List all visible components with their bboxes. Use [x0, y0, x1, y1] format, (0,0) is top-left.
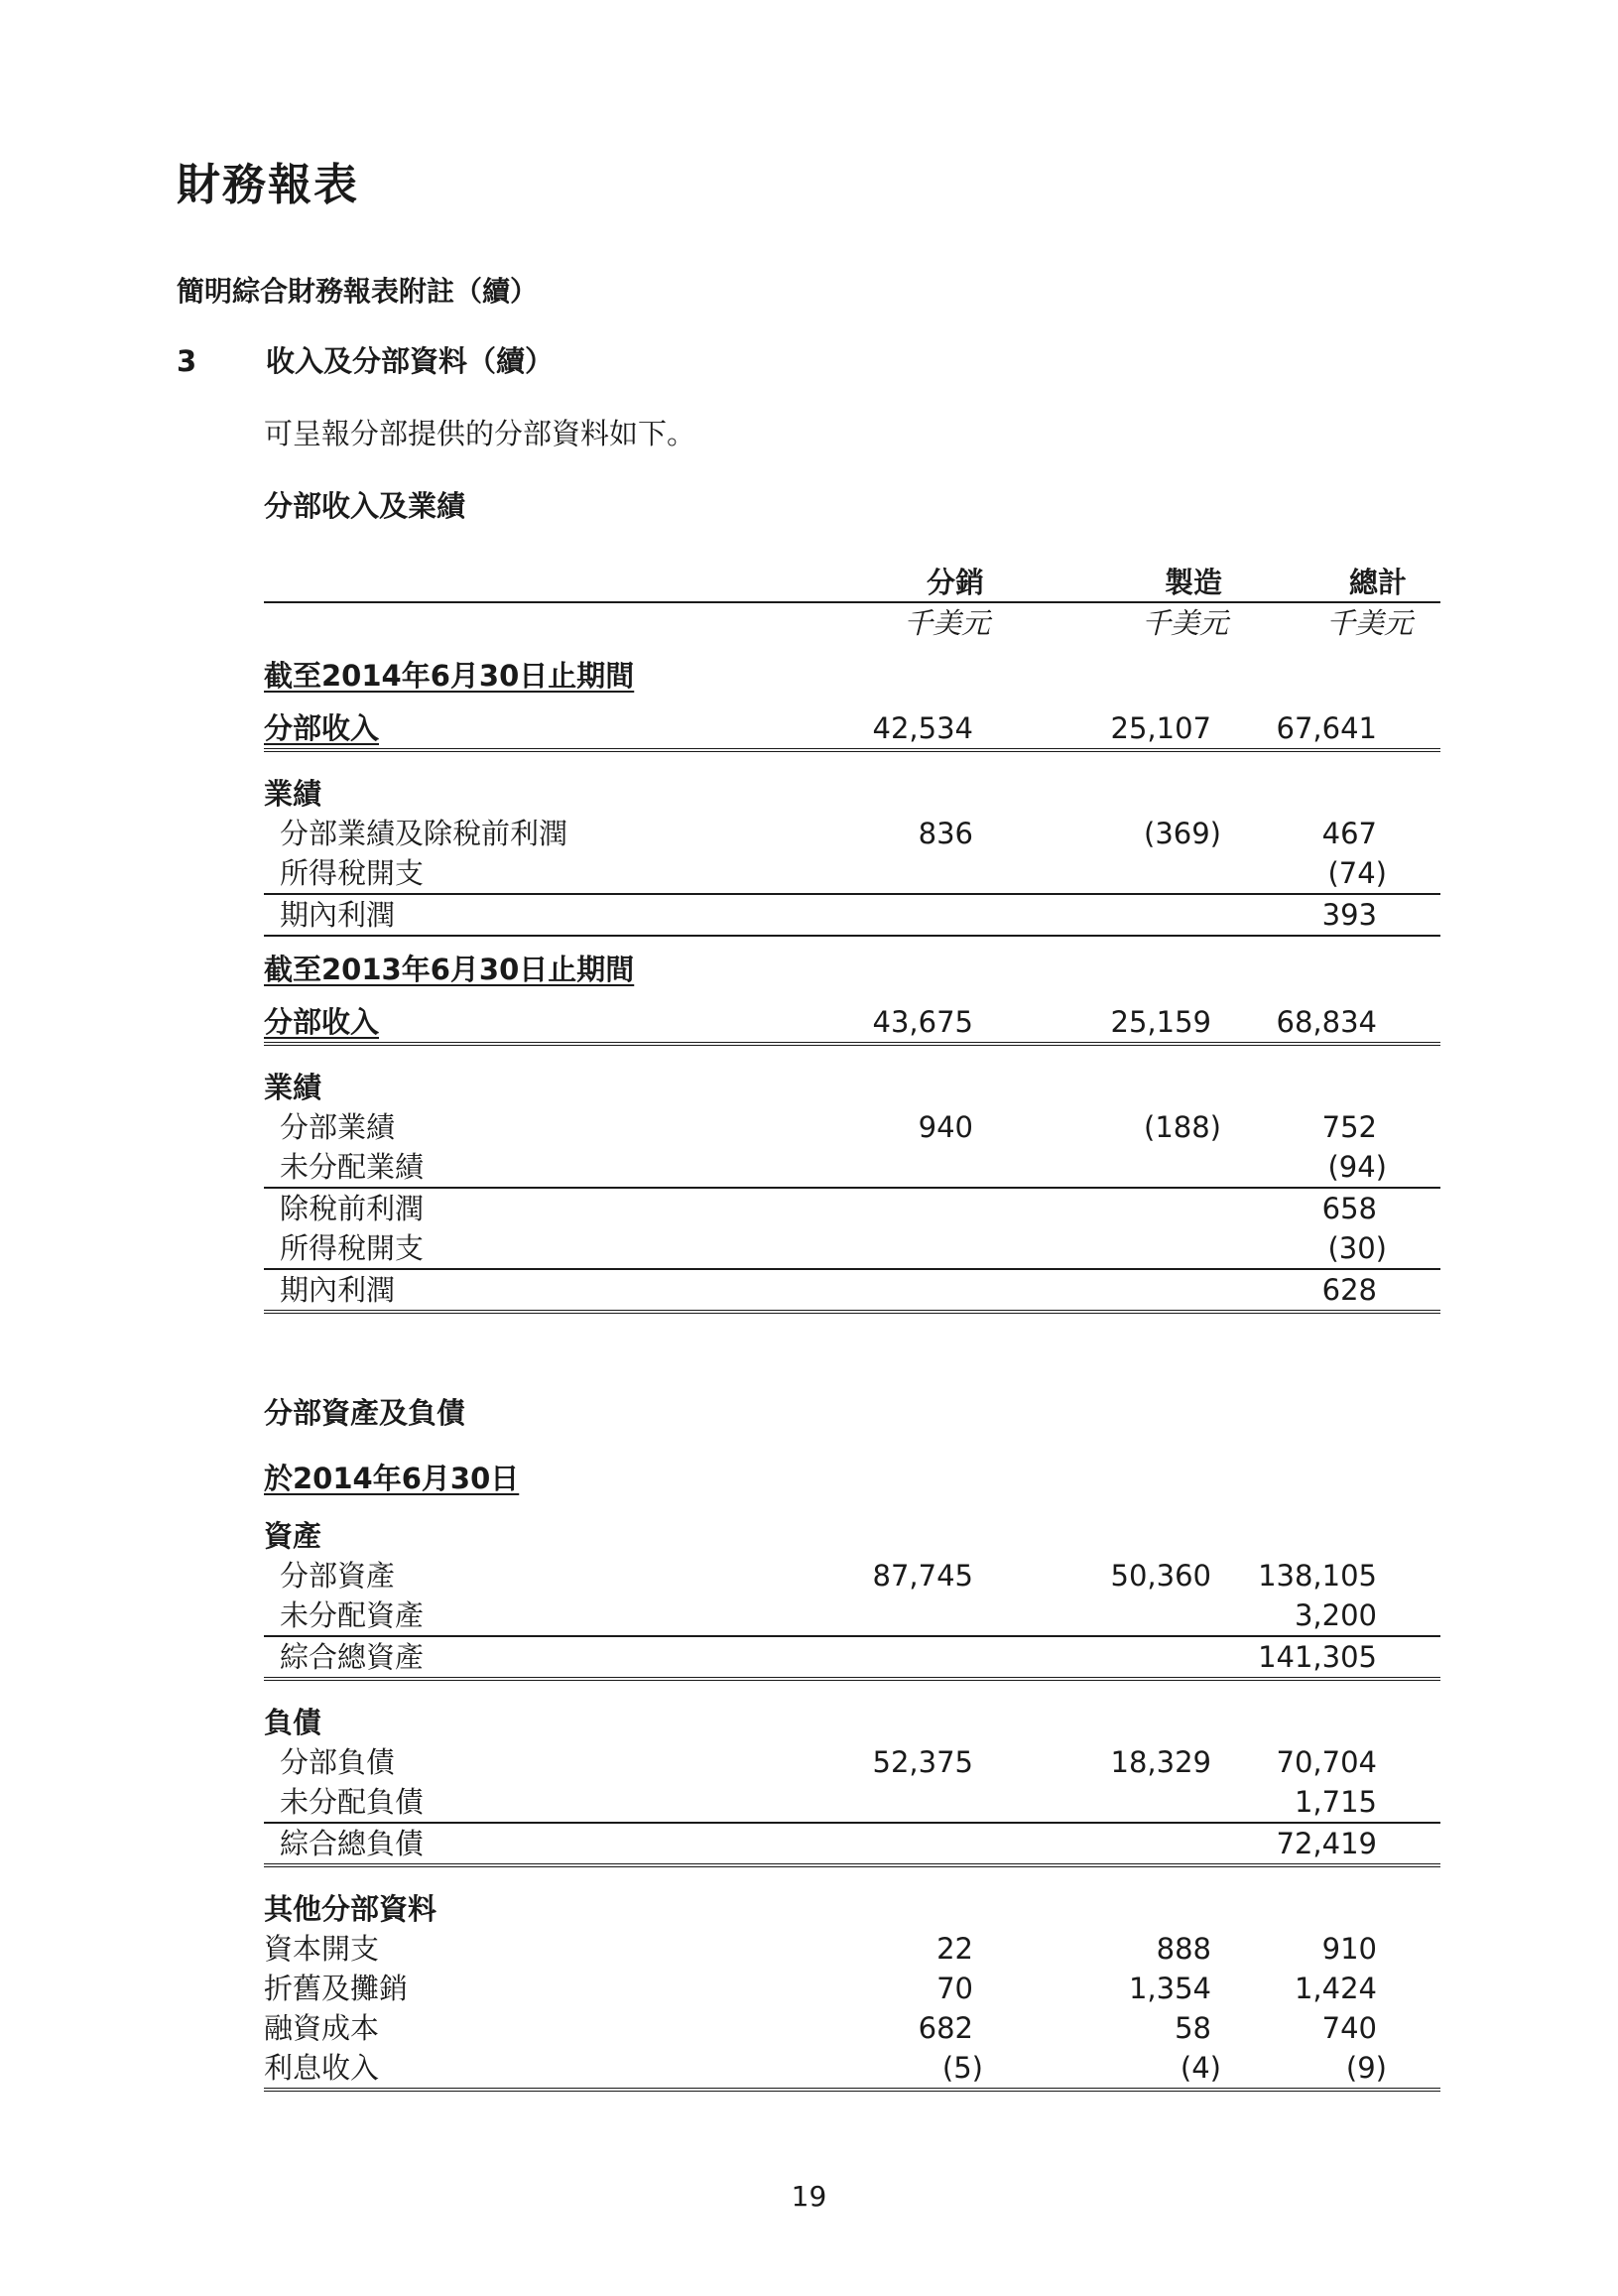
breadcrumb: 簡明綜合財務報表附註（續）: [177, 275, 539, 308]
table-row: [264, 894, 1440, 936]
section-title-assets-liabilities: 分部資產及負債: [264, 1396, 466, 1430]
row-label: 所得稅開支: [264, 853, 780, 894]
unit-label: 千美元: [1018, 602, 1256, 643]
unit-row: [264, 602, 1440, 643]
value-cell: 3,200: [1256, 1595, 1440, 1636]
value-cell: 658: [1321, 1192, 1377, 1225]
page-title: 財務報表: [177, 160, 359, 210]
table-row: [264, 2008, 1440, 2048]
table-row: [264, 1147, 1440, 1188]
intro-text: 可呈報分部提供的分部資料如下。: [264, 417, 696, 450]
value-cell: 628: [1256, 1269, 1440, 1312]
period-label: 截至2014年6月30日止期間: [264, 659, 635, 693]
value-cell: 1,715: [1256, 1782, 1440, 1823]
row-label: 業績: [264, 1071, 322, 1104]
row-label: 分部業績: [280, 1110, 396, 1144]
table-row: [264, 1269, 1440, 1312]
value-cell: 25,159: [1018, 1002, 1256, 1044]
row-label: 期內利潤: [264, 1269, 780, 1312]
value-cell: 836: [918, 817, 973, 850]
row-label: 綜合總資產: [264, 1636, 780, 1679]
value-cell: (74): [1256, 853, 1440, 894]
value-cell: 25,107: [1018, 708, 1256, 750]
value-cell: 740: [1321, 2011, 1377, 2045]
value-cell: 1,354: [1128, 1972, 1211, 2005]
row-label: 未分配負債: [264, 1782, 780, 1823]
note-heading: [177, 339, 554, 380]
value-cell: (30): [1256, 1228, 1440, 1269]
row-label: 未分配業績: [264, 1147, 780, 1188]
row-label: 資產: [264, 1519, 322, 1553]
value-cell: 50,360: [1110, 1559, 1211, 1593]
as-at-date: 於2014年6月30日: [264, 1462, 520, 1495]
group-heading-row: [264, 1703, 1440, 1742]
row-label: 利息收入: [264, 2048, 780, 2090]
value-cell: 87,745: [872, 1559, 973, 1593]
row-label: 折舊及攤銷: [264, 1972, 409, 2005]
revenue-row: [264, 1002, 1440, 1044]
table-row: [264, 1742, 1440, 1782]
group-heading-row: [264, 1889, 1440, 1929]
column-header: 製造: [1164, 566, 1222, 599]
results-table: [264, 564, 1440, 1314]
value-cell: 72,419: [1256, 1823, 1440, 1865]
value-cell: 940: [918, 1110, 973, 1144]
revenue-row: [264, 708, 1440, 750]
row-label: 其他分部資料: [264, 1892, 437, 1926]
table-row: [264, 1556, 1440, 1595]
row-label: 分部收入: [264, 1002, 780, 1044]
value-cell: 467: [1321, 817, 1377, 850]
value-cell: 138,105: [1258, 1559, 1377, 1593]
row-label: 期內利潤: [264, 894, 780, 936]
row-label: 融資成本: [264, 2011, 380, 2045]
value-cell: (369): [1144, 817, 1221, 850]
table-row: [264, 1107, 1440, 1147]
note-title: 收入及分部資料（續）: [266, 344, 555, 378]
row-label: 未分配資產: [264, 1595, 780, 1636]
row-label: 業績: [264, 777, 322, 811]
value-cell: 682: [918, 2011, 973, 2045]
section-title-results: 分部收入及業績: [264, 489, 466, 523]
table-row: [264, 1188, 1440, 1228]
value-cell: 888: [1156, 1932, 1211, 1966]
table-row: [264, 1823, 1440, 1865]
table-row: [264, 1228, 1440, 1269]
group-heading-row: [264, 1516, 1440, 1556]
row-label: 資本開支: [264, 1932, 380, 1966]
value-cell: (5): [780, 2048, 1018, 2090]
value-cell: (188): [1144, 1110, 1221, 1144]
row-label: 分部收入: [264, 708, 780, 750]
row-label: 所得稅開支: [264, 1228, 780, 1269]
row-label: 分部業績及除稅前利潤: [280, 817, 568, 850]
value-cell: 393: [1256, 894, 1440, 936]
value-cell: 22: [936, 1932, 973, 1966]
table-row: [264, 814, 1440, 853]
value-cell: 752: [1321, 1110, 1377, 1144]
column-header: 分銷: [926, 566, 984, 599]
column-header-row: [264, 564, 1440, 602]
table-row: [264, 2048, 1440, 2090]
table-row: [264, 1969, 1440, 2008]
note-number: 3: [177, 344, 197, 378]
results-heading-row: [264, 774, 1440, 814]
table-row: [264, 1636, 1440, 1679]
row-label: 綜合總負債: [264, 1823, 780, 1865]
results-heading-row: [264, 1068, 1440, 1107]
value-cell: 68,834: [1256, 1002, 1440, 1044]
row-label: 分部資產: [280, 1559, 396, 1593]
value-cell: (94): [1256, 1147, 1440, 1188]
table-row: [264, 1782, 1440, 1823]
row-label: 負債: [264, 1706, 322, 1739]
table-row: [264, 1595, 1440, 1636]
value-cell: 42,534: [780, 708, 1018, 750]
unit-label: 千美元: [1256, 602, 1440, 643]
value-cell: (4): [1018, 2048, 1256, 2090]
table-row: [264, 1929, 1440, 1969]
period-row: [264, 643, 1440, 708]
value-cell: 70,704: [1276, 1745, 1377, 1779]
value-cell: 1,424: [1294, 1972, 1377, 2005]
column-header: 總計: [1348, 566, 1407, 599]
row-label: 分部負債: [280, 1745, 396, 1779]
page-number: 19: [791, 2180, 827, 2213]
table-row: [264, 853, 1440, 894]
value-cell: 52,375: [872, 1745, 973, 1779]
row-label: 除稅前利潤: [280, 1192, 425, 1225]
value-cell: (9): [1256, 2048, 1440, 2090]
value-cell: 141,305: [1256, 1636, 1440, 1679]
period-row: [264, 936, 1440, 1002]
value-cell: 18,329: [1110, 1745, 1211, 1779]
assets-liabilities-table: [264, 1516, 1440, 2092]
value-cell: 67,641: [1256, 708, 1440, 750]
value-cell: 70: [936, 1972, 973, 2005]
value-cell: 43,675: [780, 1002, 1018, 1044]
unit-label: 千美元: [780, 602, 1018, 643]
value-cell: 910: [1321, 1932, 1377, 1966]
period-label: 截至2013年6月30日止期間: [264, 953, 635, 986]
value-cell: 58: [1175, 2011, 1211, 2045]
